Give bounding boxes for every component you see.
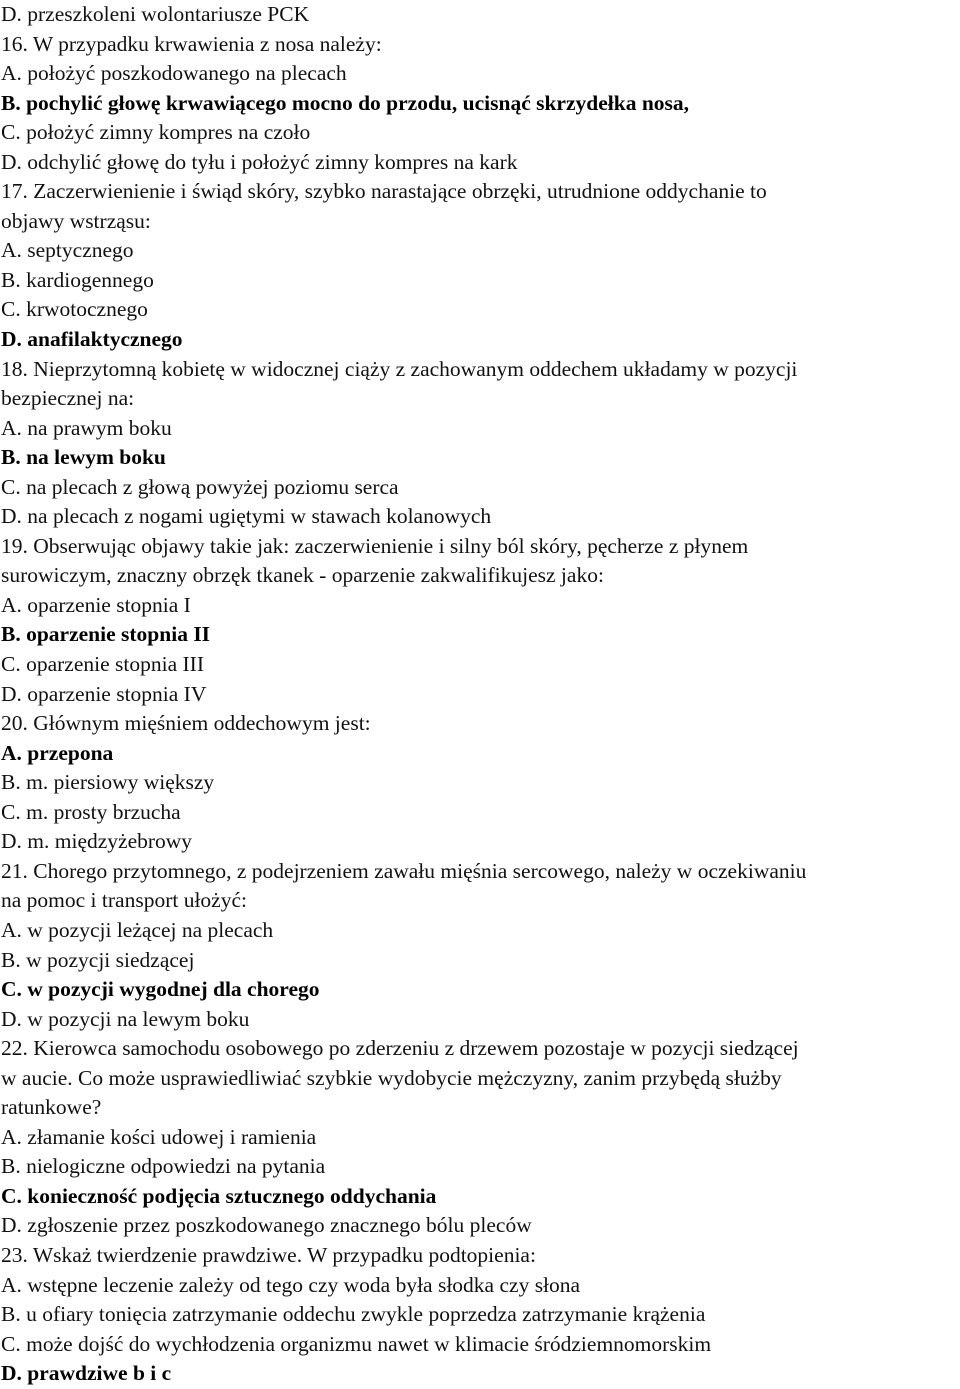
question-text-continued: bezpiecznej na: <box>1 386 135 411</box>
question-text-continued: surowiczym, znaczny obrzęk tkanek - oparzenie zakwalifikujesz jako: <box>1 563 604 588</box>
answer-option: A. septycznego <box>1 238 134 263</box>
answer-option: B. w pozycji siedzącej <box>1 947 195 972</box>
question-text: 22. Kierowca samochodu osobowego po zderzeniu z drzewem pozostaje w pozycji siedzącej <box>1 1036 799 1061</box>
answer-option-correct: B. oparzenie stopnia II <box>1 622 211 647</box>
answer-option: A. w pozycji leżącej na plecach <box>1 917 274 942</box>
answer-option: D. przeszkoleni wolontariusze PCK <box>1 2 310 26</box>
answer-option: C. położyć zimny kompres na czoło <box>1 120 311 145</box>
answer-option: D. zgłoszenie przez poszkodowanego znacznego bólu pleców <box>1 1213 532 1238</box>
answer-option-correct: D. anafilaktycznego <box>1 327 183 352</box>
answer-option-correct: B. na lewym boku <box>1 445 166 470</box>
question-text: 23. Wskaż twierdzenie prawdziwe. W przypadku podtopienia: <box>1 1242 536 1267</box>
question-text: 16. W przypadku krwawienia z nosa należy: <box>1 31 382 56</box>
answer-option: C. krwotocznego <box>1 297 148 322</box>
question-text: 21. Chorego przytomnego, z podejrzeniem zawału mięśnia sercowego, należy w oczekiwaniu <box>1 858 807 883</box>
answer-option: A. wstępne leczenie zależy od tego czy woda była słodka czy słona <box>1 1272 581 1297</box>
question-text: 19. Obserwując objawy takie jak: zaczerwienienie i silny ból skóry, pęcherze z płynem <box>1 533 749 558</box>
question-text: 18. Nieprzytomną kobietę w widocznej ciąży z zachowanym oddechem układamy w pozycji <box>1 356 798 381</box>
question-text-continued: objawy wstrząsu: <box>1 208 151 233</box>
answer-option: D. m. międzyżebrowy <box>1 829 193 854</box>
answer-option: A. położyć poszkodowanego na plecach <box>1 61 347 86</box>
question-text: 20. Głównym mięśniem oddechowym jest: <box>1 711 371 736</box>
answer-option: B. nielogiczne odpowiedzi na pytania <box>1 1154 326 1179</box>
answer-option-correct: C. w pozycji wygodnej dla chorego <box>1 977 320 1002</box>
question-text-continued: na pomoc i transport ułożyć: <box>1 888 247 913</box>
question-text: 17. Zaczerwienienie i świąd skóry, szybko narastające obrzęki, utrudnione oddychanie to <box>1 179 767 204</box>
answer-option: B. u ofiary tonięcia zatrzymanie oddechu zwykle poprzedza zatrzymanie krążenia <box>1 1302 706 1327</box>
answer-option: C. m. prosty brzucha <box>1 799 181 824</box>
question-text-continued: w aucie. Co może usprawiedliwiać szybkie wydobycie mężczyzny, zanim przybędą służby <box>1 1065 782 1090</box>
answer-option: A. złamanie kości udowej i ramienia <box>1 1124 317 1149</box>
answer-option: A. oparzenie stopnia I <box>1 592 191 617</box>
answer-option: D. oparzenie stopnia IV <box>1 681 207 706</box>
answer-option-correct: B. pochylić głowę krwawiącego mocno do przodu, ucisnąć skrzydełka nosa, <box>1 90 690 115</box>
answer-option: C. może dojść do wychłodzenia organizmu nawet w klimacie śródziemnomorskim <box>1 1331 712 1356</box>
answer-option: C. na plecach z głową powyżej poziomu serca <box>1 474 399 499</box>
answer-option: D. odchylić głowę do tyłu i położyć zimny kompres na kark <box>1 149 518 174</box>
answer-option: B. kardiogennego <box>1 267 154 292</box>
answer-option: C. oparzenie stopnia III <box>1 652 204 677</box>
answer-option: A. na prawym boku <box>1 415 172 440</box>
answer-option: B. m. piersiowy większy <box>1 770 215 795</box>
answer-option: D. w pozycji na lewym boku <box>1 1006 250 1031</box>
answer-option-correct: D. prawdziwe b i c <box>1 1361 172 1386</box>
answer-option-correct: A. przepona <box>1 740 114 765</box>
question-text-continued: ratunkowe? <box>1 1095 102 1120</box>
answer-option: D. na plecach z nogami ugiętymi w stawach kolanowych <box>1 504 492 529</box>
answer-option-correct: C. konieczność podjęcia sztucznego oddychania <box>1 1183 437 1208</box>
